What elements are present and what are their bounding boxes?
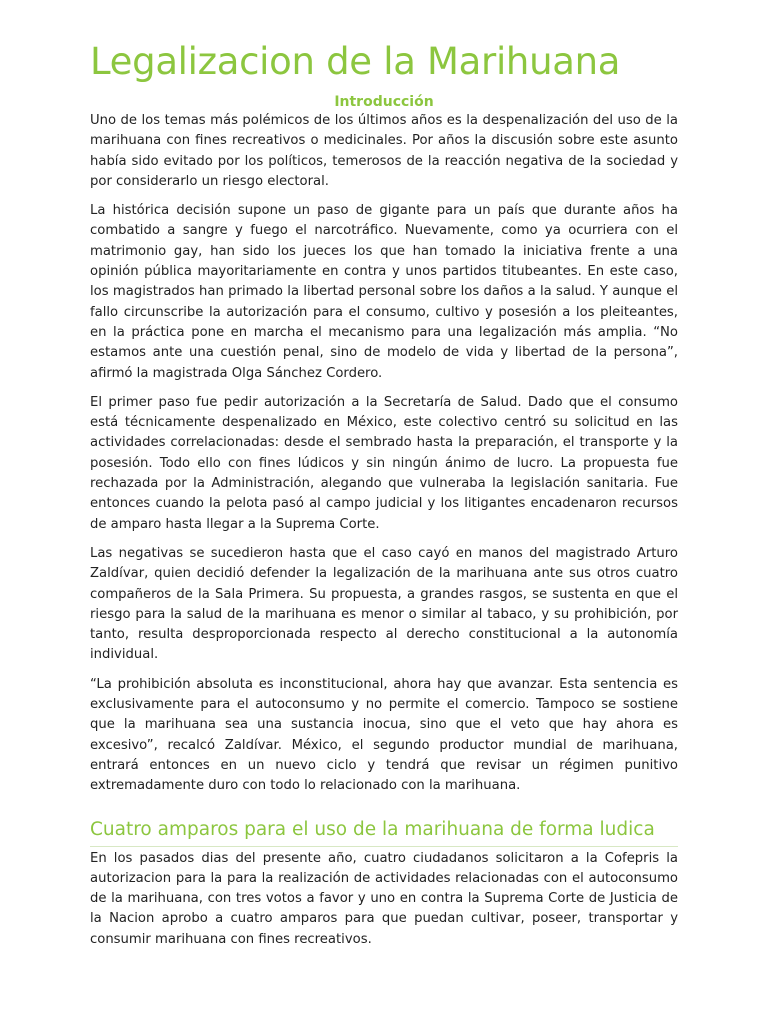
- intro-paragraph-1: Uno de los temas más polémicos de los últimos años es la despenalización del uso de la marihuana con fines recreativos o medicinales. Por años la discusión sobre este asunto había sido evitado por los políticos, temerosos de la reacción negativa de la sociedad y por considerarlo un riesgo electoral.: [90, 113, 678, 189]
- document-page: [90, 38, 678, 959]
- intro-paragraph-5: “La prohibición absoluta es inconstitucional, ahora hay que avanzar. Esta sentencia es exclusivamente para el autoconsumo y no permite el comercio. Tampoco se sostiene que la marihuana sea una sustancia inocua, sino que el veto que hay ahora es excesivo”, recalcó Zaldívar. México, el segundo productor mundial de marihuana, entrará entonces en un nuevo ciclo y tendrá que revisar un régimen punitivo extremadamente duro con todo lo relacionado con la marihuana.: [90, 676, 678, 794]
- intro-heading: Introducción: [334, 94, 434, 110]
- intro-paragraph-3: El primer paso fue pedir autorización a la Secretaría de Salud. Dado que el consumo está técnicamente despenalizado en México, este colectivo centró su solicitud en las actividades correlacionadas: desde el sembrado hasta la preparación, el transporte y la posesión. Todo ello con fines lúdicos y sin ningún ánimo de lucro. La propuesta fue rechazada por la Administración, alegando que vulneraba la legislación sanitaria. Fue entonces cuando la pelota pasó al campo judicial y los litigantes encadenaron recursos de amparo hasta llegar a la Suprema Corte.: [90, 394, 678, 532]
- intro-paragraph-2: La histórica decisión supone un paso de gigante para un país que durante años ha combatido a sangre y fuego el narcotráfico. Nuevamente, como ya ocurriera con el matrimonio gay, han sido los jueces los que han tomado la iniciativa frente a una opinión pública mayoritariamente en contra y unos partidos titubeantes. En este caso, los magistrados han primado la libertad personal sobre los daños a la salud. Y aunque el fallo circunscribe la autorización para el consumo, cultivo y posesión a los pleiteantes, en la práctica pone en marcha el mecanismo para una legalización más amplia. “No estamos ante una cuestión penal, sino de modelo de vida y libertad de la persona”, afirmó la magistrada Olga Sánchez Cordero.: [90, 203, 678, 381]
- section-heading: Cuatro amparos para el uso de la marihuana de forma ludica: [90, 817, 678, 847]
- document-title: Legalizacion de la Marihuana: [90, 40, 621, 83]
- section-paragraph: En los pasados dias del presente año, cuatro ciudadanos solicitaron a la Cofepris la autorizacion para la para la realización de actividades relacionadas con el autoconsumo de la marihuana, con tres votos a favor y uno en contra la Suprema Corte de Justicia de la Nacion aprobo a cuatro amparos para que puedan cultivar, poseer, transportar y consumir marihuana con fines recreativos.: [90, 850, 678, 947]
- intro-paragraph-4: Las negativas se sucedieron hasta que el caso cayó en manos del magistrado Arturo Zaldívar, quien decidió defender la legalización de la marihuana ante sus otros cuatro compañeros de la Sala Primera. Su propuesta, a grandes rasgos, se sustenta en que el riesgo para la salud de la marihuana es menor o similar al tabaco, y su prohibición, por tanto, resulta desproporcionada respecto al derecho constitucional a la autonomía individual.: [90, 545, 678, 663]
